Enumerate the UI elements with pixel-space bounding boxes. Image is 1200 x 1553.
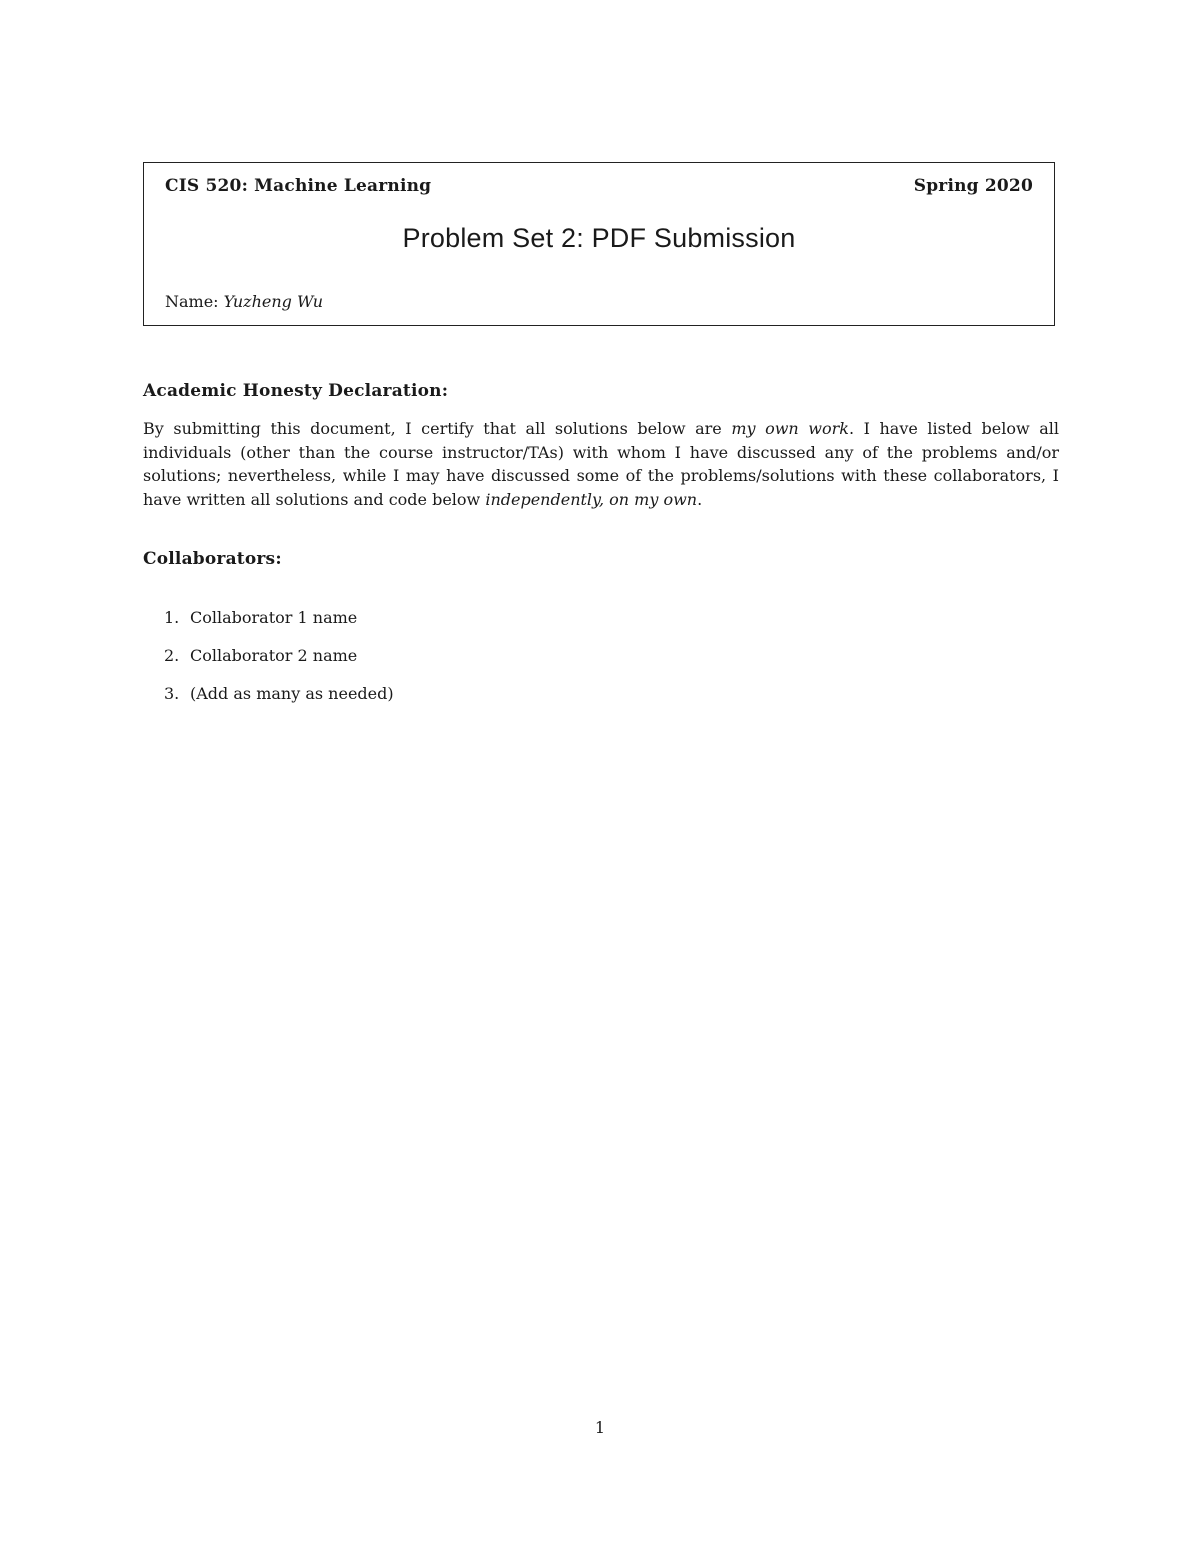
declaration-text-2: . I have listed below all individuals (other than the course instructor/TAs) with whom I have discussed any of the problems and/or solutions; nevertheless, while I may have discussed some of the problems/solutions with these collaborators, I have written all solutions and code below <box>143 419 1060 509</box>
page-number: 1 <box>594 1418 606 1437</box>
list-item-label: (Add as many as needed) <box>190 684 394 703</box>
list-item-label: Collaborator 2 name <box>190 646 358 665</box>
list-item-number: 1. <box>164 608 180 627</box>
name-line <box>165 292 323 311</box>
declaration-emphasis-1: my own work <box>731 419 849 438</box>
name-label: Name: <box>165 292 219 311</box>
document-title: Problem Set 2: PDF Submission <box>402 223 796 253</box>
collaborators-list <box>164 606 394 720</box>
collaborators-heading: Collaborators: <box>143 549 282 569</box>
declaration-text-1: By submitting this document, I certify that all solutions below are <box>143 419 732 438</box>
declaration-emphasis-2: independently, on my own <box>485 489 698 509</box>
list-item <box>164 682 394 720</box>
student-name: Yuzheng Wu <box>223 292 324 311</box>
declaration-text-3: . <box>697 489 703 509</box>
list-item-label: Collaborator 1 name <box>190 608 358 627</box>
course-name: CIS 520: Machine Learning <box>165 176 432 196</box>
list-item-number: 2. <box>164 646 180 665</box>
term-label: Spring 2020 <box>913 176 1033 196</box>
header-box <box>143 162 1055 326</box>
list-item-number: 3. <box>164 684 180 703</box>
list-item <box>164 606 394 644</box>
honesty-declaration <box>143 417 1059 511</box>
list-item <box>164 644 394 682</box>
honesty-heading: Academic Honesty Declaration: <box>143 381 449 401</box>
